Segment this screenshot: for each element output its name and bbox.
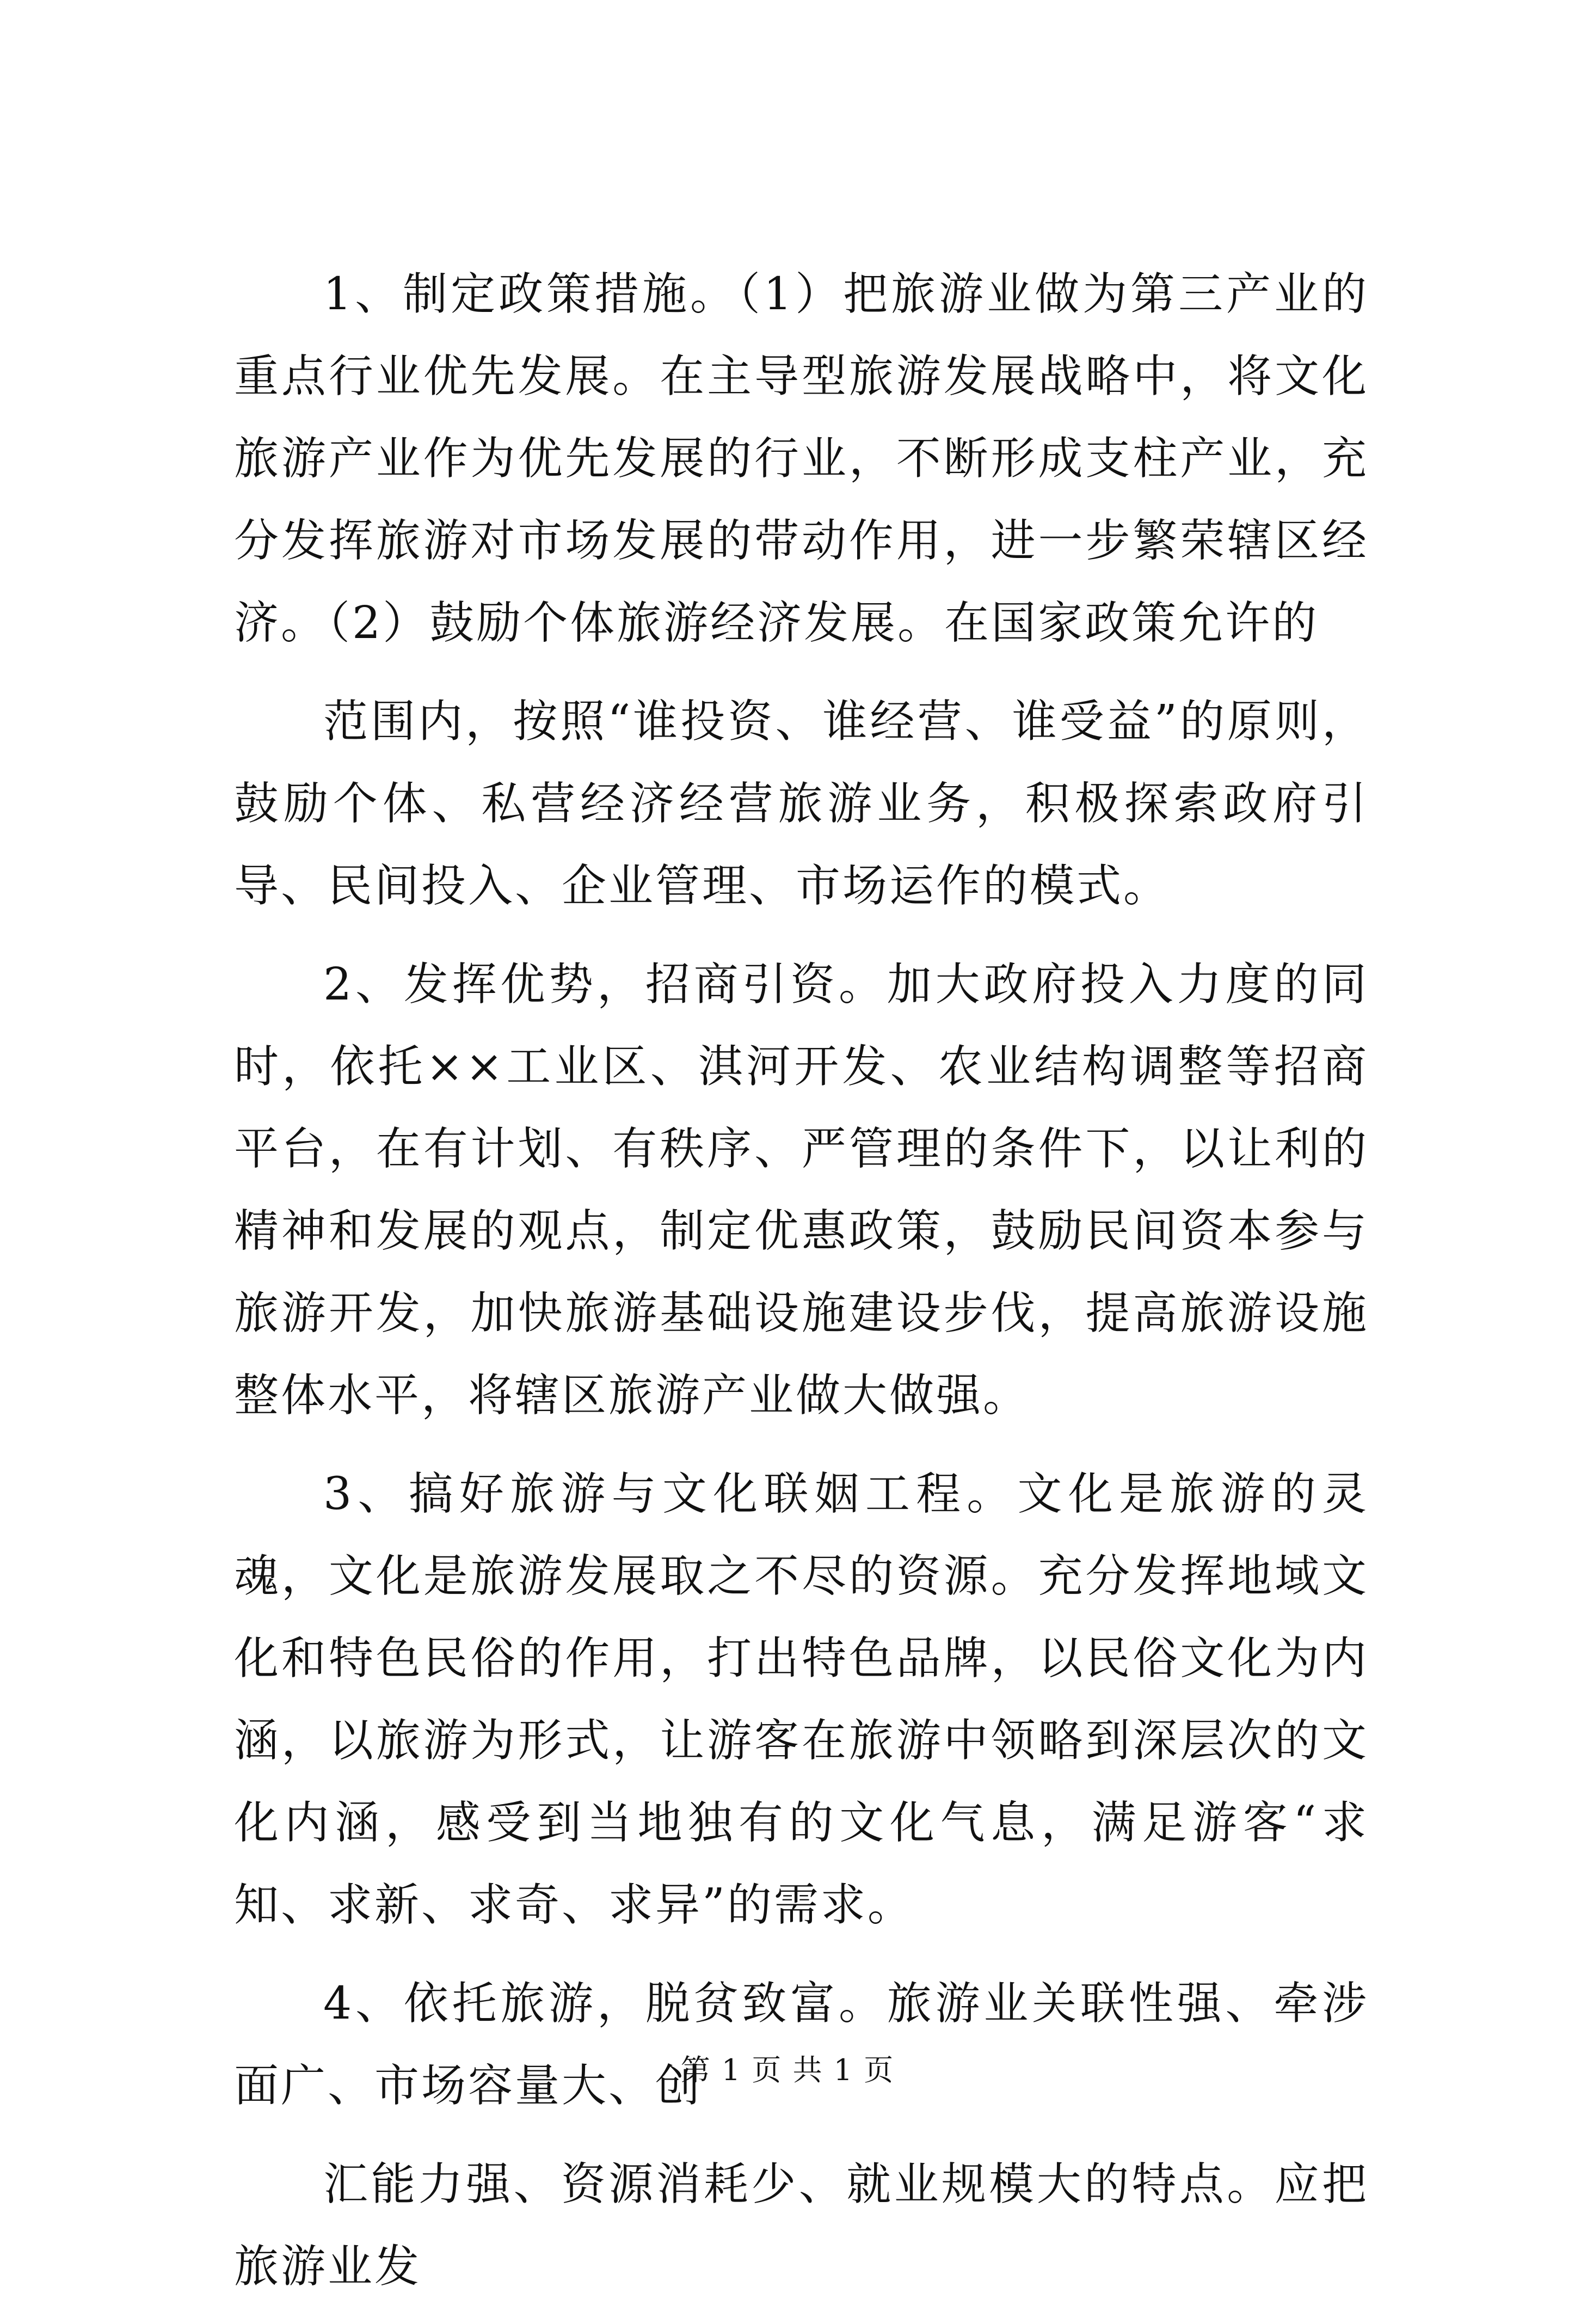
paragraph-scope: 范围内，按照“谁投资、谁经营、谁受益”的原则，鼓励个体、私营经济经营旅游业务，积极探索政府引导、民间投入、企业管理、市场运作的模式。 (234, 696, 1369, 912)
document-body (234, 253, 1369, 2324)
paragraph-policy-measures: 1、制定政策措施。（1）把旅游业做为第三产业的重点行业优先发展。在主导型旅游发展战略中，将文化旅游产业作为优先发展的行业，不断形成支柱产业，充分发挥旅游对市场发展的带动作用，进一步繁荣辖区经济。（2）鼓励个体旅游经济发展。在国家政策允许的 (234, 268, 1369, 649)
paragraph-continuation: 汇能力强、资源消耗少、就业规模大的特点。应把旅游业发 (234, 2159, 1369, 2292)
paragraph-culture: 3、搞好旅游与文化联姻工程。文化是旅游的灵魂，文化是旅游发展取之不尽的资源。充分发挥地域文化和特色民俗的作用，打出特色品牌，以民俗文化为内涵，以旅游为形式，让游客在旅游中领略到深层次的文化内涵，感受到当地独有的文化气息，满足游客“求知、求新、求奇、求异”的需求。 (234, 1468, 1369, 1931)
paragraph-poverty-relief: 4、依托旅游，脱贫致富。旅游业关联性强、牵涉面广、市场容量大、创 (234, 1978, 1369, 2112)
page-number-footer: 第 1 页 共 1 页 (680, 2053, 895, 2087)
paragraph-investment: 2、发挥优势，招商引资。加大政府投入力度的同时，依托××工业区、淇河开发、农业结构调整等招商平台，在有计划、有秩序、严管理的条件下，以让利的精神和发展的观点，制定优惠政策，鼓励民间资本参与旅游开发，加快旅游基础设施建设步伐，提高旅游设施整体水平，将辖区旅游产业做大做强。 (234, 959, 1369, 1421)
